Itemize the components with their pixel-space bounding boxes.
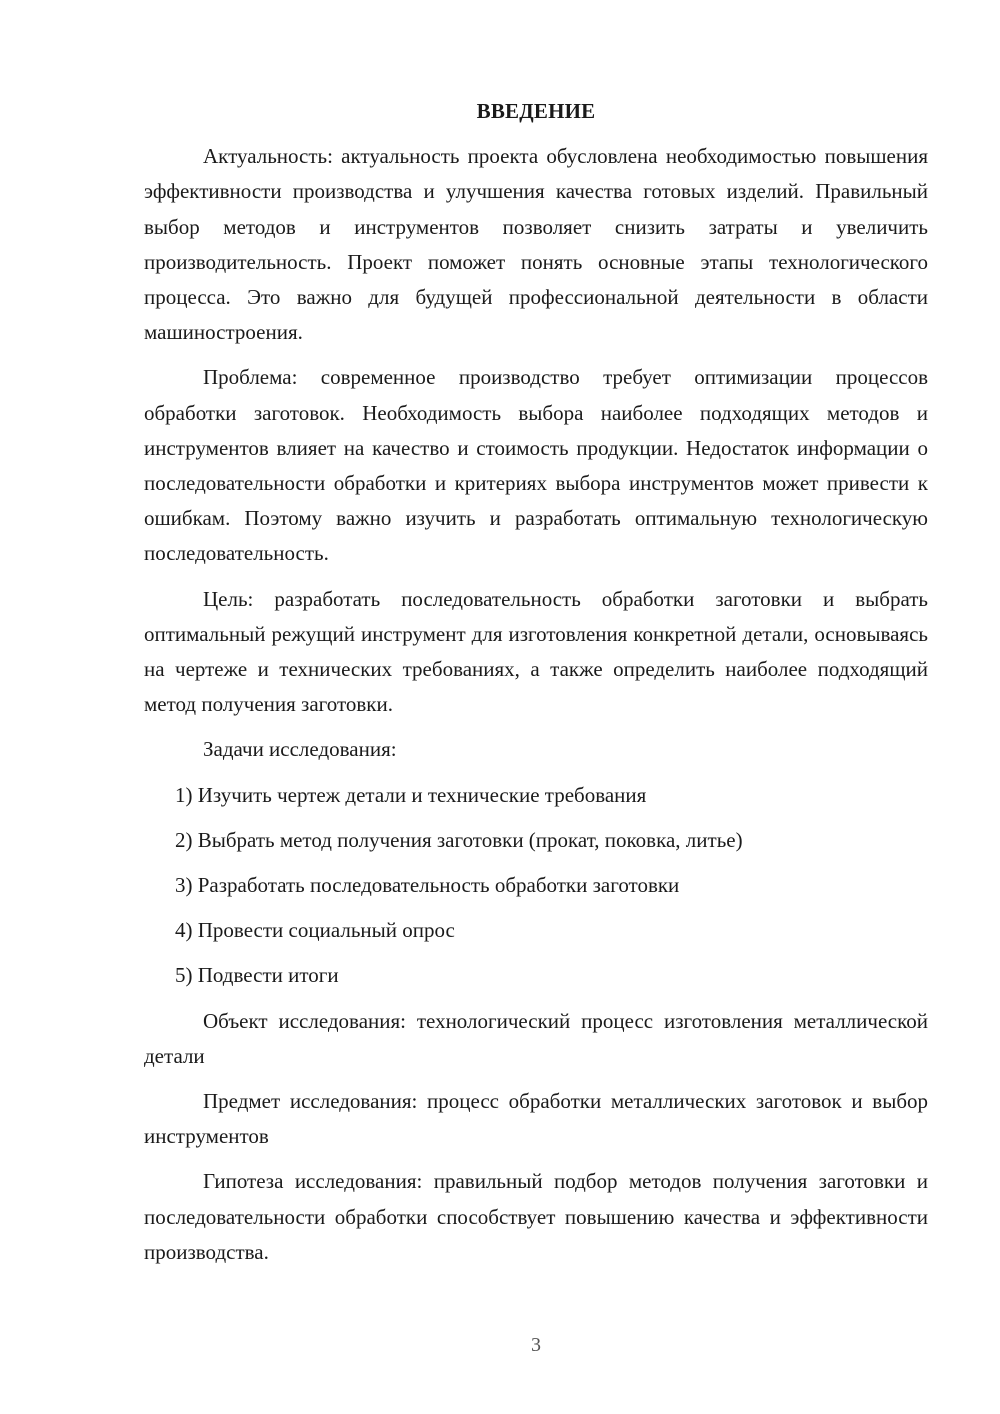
hypothesis-paragraph: Гипотеза исследования: правильный подбор методов получения заготовки и последовательности обработки способствует повышению качества и эффективности производства. xyxy=(144,1169,928,1264)
subject-paragraph: Предмет исследования: процесс обработки металлических заготовок и выбор инструментов xyxy=(144,1089,928,1149)
section-title: ВВЕДЕНИЕ xyxy=(476,99,596,123)
object-paragraph: Объект исследования: технологический процесс изготовления металлической детали xyxy=(144,1008,928,1068)
problem-paragraph: Проблема: современное производство требует оптимизации процессов обработки заготовок. Необходимость выбора наиболее подходящих методов и инструментов влияет на качество и стоимость продукции. Недостаток информации о последовательности обработки и критериях выбора инструментов может привести к ошибкам. Поэтому важно изучить и разработать оптимальную технологическую последовательность. xyxy=(144,365,928,566)
goal-paragraph: Цель: разработать последовательность обработки заготовки и выбрать оптимальный режущий инструмент для изготовления конкретной детали, основываясь на чертеже и технических требованиях, а также определить наиболее подходящий метод получения заготовки. xyxy=(144,586,928,717)
task-item: 1) Изучить чертеж детали и технические требования xyxy=(175,782,647,807)
tasks-heading: Задачи исследования: xyxy=(203,737,397,762)
task-item: 2) Выбрать метод получения заготовки (прокат, поковка, литье) xyxy=(175,827,743,852)
task-item: 3) Разработать последовательность обработки заготовки xyxy=(175,873,680,898)
task-item: 4) Провести социальный опрос xyxy=(175,918,455,943)
document-page xyxy=(144,94,928,1280)
page-number: 3 xyxy=(531,1334,541,1356)
relevance-paragraph: Актуальность: актуальность проекта обусловлена необходимостью повышения эффективности производства и улучшения качества готовых изделий. Правильный выбор методов и инструментов позволяет снизить затраты и увеличить производительность. Проект поможет понять основные этапы технологического процесса. Это важно для будущей профессиональной деятельности в области машиностроения. xyxy=(144,144,928,345)
task-item: 5) Подвести итоги xyxy=(175,963,339,988)
